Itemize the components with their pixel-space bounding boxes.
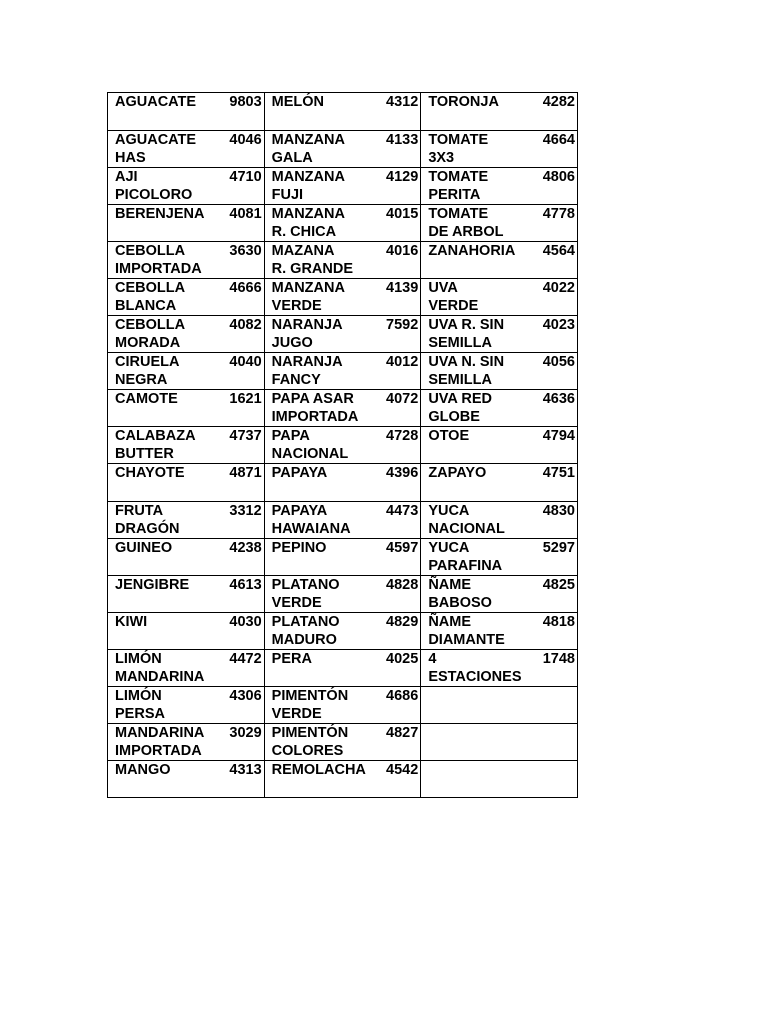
produce-code: 4636 [542, 391, 575, 407]
produce-name: UVA R. SIN SEMILLA [428, 317, 505, 351]
produce-code: 4238 [229, 540, 262, 556]
produce-item [115, 502, 264, 538]
produce-name: NARANJA FANCY [271, 354, 343, 388]
produce-item [428, 205, 577, 241]
produce-code: 4025 [386, 651, 419, 667]
produce-item [115, 576, 264, 612]
produce-name: CAMOTE [115, 391, 178, 407]
table-cell [264, 168, 421, 205]
produce-item [272, 390, 421, 426]
produce-item [272, 761, 421, 797]
table-cell [108, 724, 265, 761]
produce-item [428, 353, 577, 389]
produce-code: 5297 [542, 540, 575, 556]
produce-code: 1748 [542, 651, 575, 667]
produce-item [428, 427, 577, 463]
produce-name: AGUACATE [115, 94, 197, 110]
produce-code: 4023 [542, 317, 575, 333]
produce-name: TORONJA [428, 94, 499, 110]
produce-name: LIMÓN PERSA [115, 688, 165, 722]
produce-name: REMOLACHA [271, 762, 366, 778]
table-cell [108, 131, 265, 168]
produce-name: CIRUELA NEGRA [115, 354, 180, 388]
produce-name: PIMENTÓN COLORES [271, 725, 349, 759]
produce-item [272, 724, 421, 760]
produce-item [115, 724, 264, 760]
produce-code: 3312 [229, 503, 262, 519]
table-cell [264, 390, 421, 427]
produce-name: OTOE [428, 428, 470, 444]
produce-code: 4686 [386, 688, 419, 704]
produce-name: NARANJA JUGO [271, 317, 343, 351]
table-row [108, 650, 578, 687]
table-cell [421, 390, 578, 427]
table-row [108, 205, 578, 242]
produce-name: MANZANA GALA [271, 132, 345, 166]
table-cell [108, 168, 265, 205]
produce-name: MANZANA VERDE [271, 280, 345, 314]
table-cell [421, 242, 578, 279]
table-cell [421, 502, 578, 539]
produce-item [115, 427, 264, 463]
produce-code: 4282 [542, 94, 575, 110]
table-row [108, 131, 578, 168]
produce-item [115, 650, 264, 686]
table-row [108, 168, 578, 205]
produce-code: 4613 [229, 577, 262, 593]
produce-code: 4129 [386, 169, 419, 185]
produce-code: 4737 [229, 428, 262, 444]
table-cell [421, 168, 578, 205]
produce-item [272, 539, 421, 575]
produce-item [272, 242, 421, 278]
produce-code: 4306 [229, 688, 262, 704]
table-row [108, 390, 578, 427]
produce-item [115, 761, 264, 797]
produce-item [428, 279, 577, 315]
table-cell [108, 761, 265, 798]
table-cell [264, 687, 421, 724]
produce-code: 4728 [386, 428, 419, 444]
produce-code: 4778 [542, 206, 575, 222]
table-row [108, 279, 578, 316]
produce-item [272, 650, 421, 686]
table-cell [421, 724, 578, 761]
produce-code-table-body [108, 93, 578, 798]
produce-name: ZAPAYO [428, 465, 487, 481]
produce-code: 4056 [542, 354, 575, 370]
table-cell [108, 93, 265, 131]
produce-code: 1621 [229, 391, 262, 407]
produce-item [428, 464, 577, 501]
produce-item [272, 93, 421, 130]
table-cell [421, 93, 578, 131]
produce-name: ÑAME BABOSO [428, 577, 492, 611]
produce-item [272, 279, 421, 315]
produce-item [272, 316, 421, 352]
produce-name: JENGIBRE [115, 577, 190, 593]
table-cell [108, 390, 265, 427]
produce-item [428, 650, 577, 686]
produce-code: 4564 [542, 243, 575, 259]
produce-name: FRUTA DRAGÓN [115, 503, 180, 537]
produce-name: CALABAZA BUTTER [115, 428, 196, 462]
produce-code: 4133 [386, 132, 419, 148]
produce-item [115, 613, 264, 649]
produce-item [428, 761, 577, 797]
produce-code: 4473 [386, 503, 419, 519]
table-cell [108, 687, 265, 724]
produce-name: MANZANA R. CHICA [271, 206, 345, 240]
produce-code: 4396 [386, 465, 419, 481]
table-cell [264, 650, 421, 687]
produce-code: 3630 [229, 243, 262, 259]
produce-code: 4825 [542, 577, 575, 593]
produce-code: 4597 [386, 540, 419, 556]
produce-code: 4830 [542, 503, 575, 519]
table-cell [264, 427, 421, 464]
produce-code: 4710 [229, 169, 262, 185]
table-cell [108, 205, 265, 242]
produce-name: ZANAHORIA [428, 243, 516, 259]
table-cell [108, 613, 265, 650]
produce-name: AGUACATE HAS [115, 132, 197, 166]
produce-item [115, 390, 264, 426]
produce-item [428, 242, 577, 278]
table-cell [264, 539, 421, 576]
produce-name: CEBOLLA IMPORTADA [115, 243, 202, 277]
produce-name: TOMATE PERITA [428, 169, 489, 203]
produce-item [115, 93, 264, 130]
table-cell [108, 427, 265, 464]
produce-name: PLATANO MADURO [271, 614, 340, 648]
produce-code: 3029 [229, 725, 262, 741]
table-cell [264, 576, 421, 613]
produce-code: 4666 [229, 280, 262, 296]
produce-item [115, 205, 264, 241]
table-row [108, 464, 578, 502]
table-cell [264, 131, 421, 168]
produce-code: 4030 [229, 614, 262, 630]
produce-name: PIMENTÓN VERDE [271, 688, 349, 722]
table-cell [108, 279, 265, 316]
table-row [108, 93, 578, 131]
table-cell [264, 464, 421, 502]
produce-code: 4015 [386, 206, 419, 222]
table-cell [108, 353, 265, 390]
produce-item [428, 687, 577, 723]
produce-name: YUCA PARAFINA [428, 540, 503, 574]
produce-code-table [107, 92, 578, 798]
produce-name: PERA [271, 651, 312, 667]
produce-item [115, 464, 264, 501]
table-cell [264, 205, 421, 242]
produce-item [115, 316, 264, 352]
produce-code: 4828 [386, 577, 419, 593]
produce-code: 4312 [386, 94, 419, 110]
produce-item [115, 687, 264, 723]
table-cell [264, 353, 421, 390]
table-row [108, 353, 578, 390]
produce-code: 4082 [229, 317, 262, 333]
produce-item [272, 687, 421, 723]
produce-item [428, 576, 577, 612]
table-cell [264, 761, 421, 798]
produce-item [428, 613, 577, 649]
table-row [108, 242, 578, 279]
produce-name: MELÓN [271, 94, 325, 110]
produce-item [428, 131, 577, 167]
produce-item [115, 242, 264, 278]
produce-code: 4794 [542, 428, 575, 444]
produce-item [115, 539, 264, 575]
table-cell [421, 539, 578, 576]
table-cell [421, 131, 578, 168]
produce-code: 9803 [229, 94, 262, 110]
produce-name: TOMATE DE ARBOL [428, 206, 504, 240]
produce-code: 4012 [386, 354, 419, 370]
table-row [108, 576, 578, 613]
produce-name: PLATANO VERDE [271, 577, 340, 611]
produce-name: PAPAYA [271, 465, 328, 481]
table-row [108, 427, 578, 464]
produce-item [428, 93, 577, 130]
table-row [108, 724, 578, 761]
table-row [108, 539, 578, 576]
produce-name: UVA N. SIN SEMILLA [428, 354, 505, 388]
produce-item [272, 427, 421, 463]
table-cell [264, 242, 421, 279]
table-cell [108, 502, 265, 539]
produce-name: CEBOLLA MORADA [115, 317, 186, 351]
produce-item [428, 316, 577, 352]
produce-name: GUINEO [115, 540, 173, 556]
table-cell [421, 761, 578, 798]
produce-name: PAPAYA HAWAIANA [271, 503, 351, 537]
produce-name: PAPA NACIONAL [271, 428, 349, 462]
table-cell [264, 279, 421, 316]
table-cell [264, 93, 421, 131]
table-row [108, 316, 578, 353]
produce-name: AJI PICOLORO [115, 169, 193, 203]
produce-item [272, 502, 421, 538]
produce-name: PAPA ASAR IMPORTADA [271, 391, 359, 425]
table-cell [264, 316, 421, 353]
table-cell [421, 650, 578, 687]
produce-code: 4022 [542, 280, 575, 296]
produce-code: 4046 [229, 132, 262, 148]
produce-code: 4040 [229, 354, 262, 370]
produce-name: TOMATE 3X3 [428, 132, 489, 166]
table-row [108, 761, 578, 798]
table-cell [421, 353, 578, 390]
produce-name: BERENJENA [115, 206, 205, 222]
produce-name: CHAYOTE [115, 465, 185, 481]
table-cell [421, 687, 578, 724]
table-cell [421, 576, 578, 613]
produce-name: MAZANA R. GRANDE [271, 243, 354, 277]
table-row [108, 502, 578, 539]
produce-item [272, 464, 421, 501]
table-cell [264, 502, 421, 539]
produce-name: MANZANA FUJI [271, 169, 345, 203]
produce-code: 4806 [542, 169, 575, 185]
produce-item [272, 353, 421, 389]
table-cell [421, 464, 578, 502]
produce-name: ÑAME DIAMANTE [428, 614, 505, 648]
produce-name: LIMÓN MANDARINA [115, 651, 205, 685]
produce-code: 4751 [542, 465, 575, 481]
produce-item [115, 168, 264, 204]
produce-code: 4313 [229, 762, 262, 778]
table-cell [108, 464, 265, 502]
table-cell [421, 205, 578, 242]
produce-item [115, 353, 264, 389]
produce-name: YUCA NACIONAL [428, 503, 505, 537]
table-cell [108, 316, 265, 353]
table-cell [421, 613, 578, 650]
produce-name: UVA RED GLOBE [428, 391, 492, 425]
produce-code: 4016 [386, 243, 419, 259]
produce-item [272, 131, 421, 167]
produce-code: 4072 [386, 391, 419, 407]
produce-item [428, 502, 577, 538]
table-row [108, 687, 578, 724]
produce-code: 4542 [386, 762, 419, 778]
produce-item [428, 539, 577, 575]
produce-item [428, 168, 577, 204]
table-cell [108, 650, 265, 687]
table-cell [421, 427, 578, 464]
table-row [108, 613, 578, 650]
produce-code: 4871 [229, 465, 262, 481]
produce-item [272, 205, 421, 241]
produce-name: MANGO [115, 762, 171, 778]
produce-item [115, 279, 264, 315]
produce-code: 4827 [386, 725, 419, 741]
produce-name: KIWI [115, 614, 148, 630]
produce-code: 4664 [542, 132, 575, 148]
produce-name: MANDARINA IMPORTADA [115, 725, 205, 759]
produce-code: 4139 [386, 280, 419, 296]
produce-item [272, 576, 421, 612]
produce-item [272, 168, 421, 204]
produce-name: 4 ESTACIONES [428, 651, 522, 685]
produce-code: 4818 [542, 614, 575, 630]
produce-code: 7592 [386, 317, 419, 333]
produce-code: 4829 [386, 614, 419, 630]
produce-item [115, 131, 264, 167]
table-cell [264, 613, 421, 650]
table-cell [421, 316, 578, 353]
produce-code: 4472 [229, 651, 262, 667]
produce-item [428, 724, 577, 760]
table-cell [108, 576, 265, 613]
produce-name: UVA VERDE [428, 280, 479, 314]
table-cell [421, 279, 578, 316]
produce-item [428, 390, 577, 426]
produce-name: CEBOLLA BLANCA [115, 280, 186, 314]
produce-item [272, 613, 421, 649]
table-cell [108, 539, 265, 576]
table-cell [108, 242, 265, 279]
produce-name: PEPINO [271, 540, 327, 556]
table-cell [264, 724, 421, 761]
produce-code: 4081 [229, 206, 262, 222]
